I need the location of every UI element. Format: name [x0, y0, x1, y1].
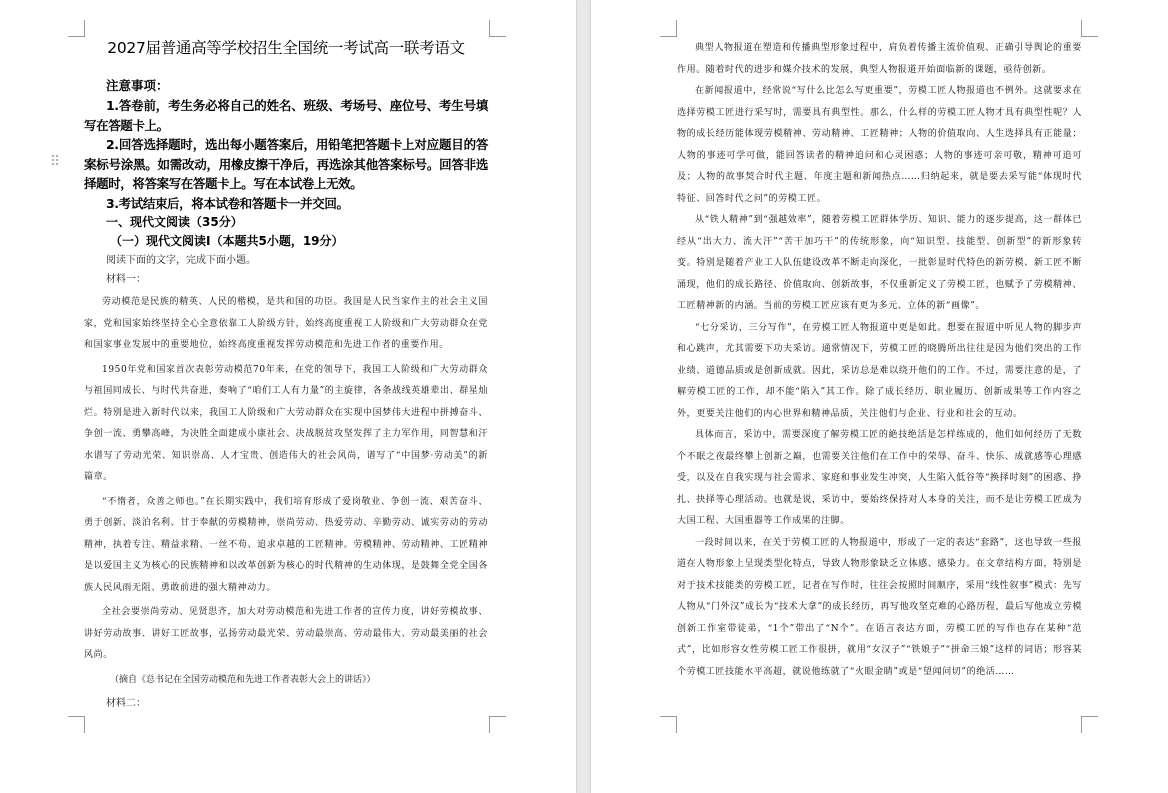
notice-item: 3.考试结束后，将本试卷和答题卡一并交回。: [106, 195, 349, 211]
source-citation: （摘自《总书记在全国劳动模范和先进工作者表彰大会上的讲话》）: [110, 674, 376, 685]
reading-instruction: 阅读下面的文字，完成下面小题。: [106, 255, 256, 266]
body-paragraph: 从“铁人精神”到“强越效率”，随着劳模工匠群体学历、知识、能力的逐步提高，这一群体已经从“出大力、流大汗”“苦干加巧干”的传统形象，向“知识型、技能型、创新型”的新形象转变。特别是随着产业工人队伍建设改革不断走向深化，一批彰显时代特色的新劳模、新工匠不断涌现，他们的成长路径、价值取向、创新故事，不仅重新定义了劳模工匠，也赋予了劳模精神、工匠精神新的内涵。当前的劳模工匠应该有更为多元、立体的新“画像”。: [677, 215, 1082, 311]
margin-marker-bottom-right: [1081, 716, 1098, 733]
body-paragraph: 劳动模范是民族的精英、人民的楷模，是共和国的功臣。我国是人民当家作主的社会主义国家，党和国家始终坚持全心全意依靠工人阶级方针，始终高度重视工人阶级和广大劳动群众在党和国家事业发展中的重要地位，始终高度重视发挥劳动模范和先进工作者的重要作用。: [84, 297, 488, 350]
margin-marker-top-left: [660, 20, 677, 37]
margin-marker-bottom-left: [660, 716, 677, 733]
section-heading: 一、现代文阅读（35分）: [106, 215, 243, 229]
margin-marker-bottom-right: [489, 716, 506, 733]
material-label: 材料二：: [106, 697, 146, 709]
body-paragraph: 全社会要崇尚劳动、见贤思齐，加大对劳动模范和先进工作者的宣传力度，讲好劳模故事、讲好劳动故事、讲好工匠故事，弘扬劳动最光荣、劳动最崇高、劳动最伟大、劳动最美丽的社会风尚。: [84, 607, 488, 660]
page-body: [84, 36, 488, 716]
body-paragraph: “七分采访，三分写作”，在劳模工匠人物报道中更是如此。想要在报道中听见人物的脚步声和心跳声，尤其需要下功夫采访。通常情况下，劳模工匠的晓腾所出往往是因为他们突出的工作业绩、道德品质或是创新成就。因此，采访总是难以绕开他们的工作。不过，需要注意的是，了解劳模工匠的工作，却不能“陷入”其工作。除了成长经历、职业履历、创新成果等工作内容之外，更要关注他们的内心世界和精神品质，关注他们与企业、行业和社会的互动。: [677, 322, 1082, 419]
document-title: 2027届普通高等学校招生全国统一考试高一联考语文: [107, 39, 465, 57]
notice-heading: 注意事项：: [106, 78, 169, 93]
document-page-left: [0, 0, 576, 793]
page-body-right: [677, 38, 1082, 683]
margin-marker-top-left: [68, 20, 85, 37]
body-paragraph: 在新闻报道中，经常说“写什么比怎么写更重要”，劳模工匠人物报道也不例外。这就要求在选择劳模工匠进行采写时，需要具有典型性。那么，什么样的劳模工匠人物才具有典型性呢？人物的成长经历能体现劳模精神、劳动精神、工匠精神；人物的价值取向、人生选择具有正能量；人物的事迹可学可做，能回答读者的精神追问和心灵困惑；人物的事迹可亲可敬，精神可追可及；人物的故事契合时代主题、年度主题和新闻热点……归纳起来，就是要去采写能“体现时代特征、回答时代之问”的劳模工匠。: [677, 86, 1082, 204]
notice-item: 1.答卷前，考生务必将自己的姓名、班级、考场号、座位号、考生号填写在答题卡上。: [84, 98, 488, 133]
body-paragraph: 典型人物报道在塑造和传播典型形象过程中，肩负着传播主流价值观、正确引导舆论的重要作用。随着时代的进步和媒介技术的发展，典型人物报道开始面临新的课题，亟待创新。: [677, 43, 1082, 75]
notice-item: 2.回答选择题时，选出每小题答案后，用铅笔把答题卡上对应题目的答案标号涂黑。如需改动，用橡皮擦干净后，再选涂其他答案标号。回答非选择题时，将答案写在答题卡上。写在本试卷上无效。: [84, 137, 488, 191]
subsection-heading: （一）现代文阅读Ⅰ（本题共5小题，19分）: [110, 234, 344, 248]
paragraph-drag-handle-icon[interactable]: ⠿: [50, 154, 61, 170]
body-paragraph: 一段时间以来，在关于劳模工匠的人物报道中，形成了一定的表达“套路”，这也导致一些报道在人物形象上呈现类型化特点，导致人物形象缺乏立体感、感染力。在文章结构方面，特别是对于技术技能类的劳模工匠，记者在写作时，往往会按照时间顺序，采用“线性叙事”模式：先写人物从“门外汉”成长为“技术大拿”的成长经历，再写他攻坚克难的心路历程，最后写他成立劳模创新工作室带徒弟，“1个”带出了“N个”。在语言表达方面，劳模工匠的写作也存在某种“范式”，比如形容女性劳模工匠工作很拼，就用“女汉子”“铁娘子”“拼命三娘”这样的词语；形容某个劳模工匠技能水平高超，就说他练就了“火眼金睛”或是“望闻问切”的绝活……: [677, 537, 1082, 677]
body-paragraph: “不惰者，众善之师也。”在长期实践中，我们培育形成了爱岗敬业、争创一流、艰苦奋斗、勇于创新、淡泊名利、甘于奉献的劳模精神，崇尚劳动、热爱劳动、辛勤劳动、诚实劳动的劳动精神，执着专注、精益求精、一丝不苟、追求卓越的工匠精神。劳模精神、劳动精神、工匠精神是以爱国主义为核心的民族精神和以改革创新为核心的时代精神的生动体现，是鼓舞全党全国各族人民风雨无阻、勇敢前进的强大精神动力。: [84, 496, 488, 593]
margin-marker-bottom-left: [68, 716, 85, 733]
material-label: 材料一：: [106, 274, 146, 285]
margin-marker-top-right: [489, 20, 506, 37]
body-paragraph: 具体而言，采访中，需要深度了解劳模工匠的絶技绝活是怎样练成的，他们如何经历了无数个不眠之夜最终攀上创新之巅，也需要关注他们在工作中的荣辱、奋斗、快乐、成就感等心理感受，以及在自我实现与社会需求、家庭和事业发生冲突，人生陷入低谷等“换择时刻”的困惑、挣扎、抉择等心理活动。也就是说，采访中，要始终保持对人本身的关注，而不是让劳模工匠成为大国工程、大国重器等工作成果的注脚。: [677, 430, 1082, 526]
margin-marker-top-right: [1081, 20, 1098, 37]
body-paragraph: 1950年党和国家首次表彰劳动模范70年来，在党的领导下，我国工人阶级和广大劳动群众与祖国同成长、与时代共奋进，奏响了“咱们工人有力量”的主旋律，各条战线英雄辈出、群星灿烂。特别是进入新时代以来，我国工人阶级和广大劳动群众在实现中国梦伟大进程中拼搏奋斗、争创一流、勇攀高峰，为决胜全面建成小康社会、决战脱贫攻坚发挥了主力军作用，同智慧和汗水谱写了劳动光荣、知识崇高、人才宝贵、创造伟大的社会风尚，谱写了“中国梦·劳动美”的新篇章。: [84, 364, 489, 482]
